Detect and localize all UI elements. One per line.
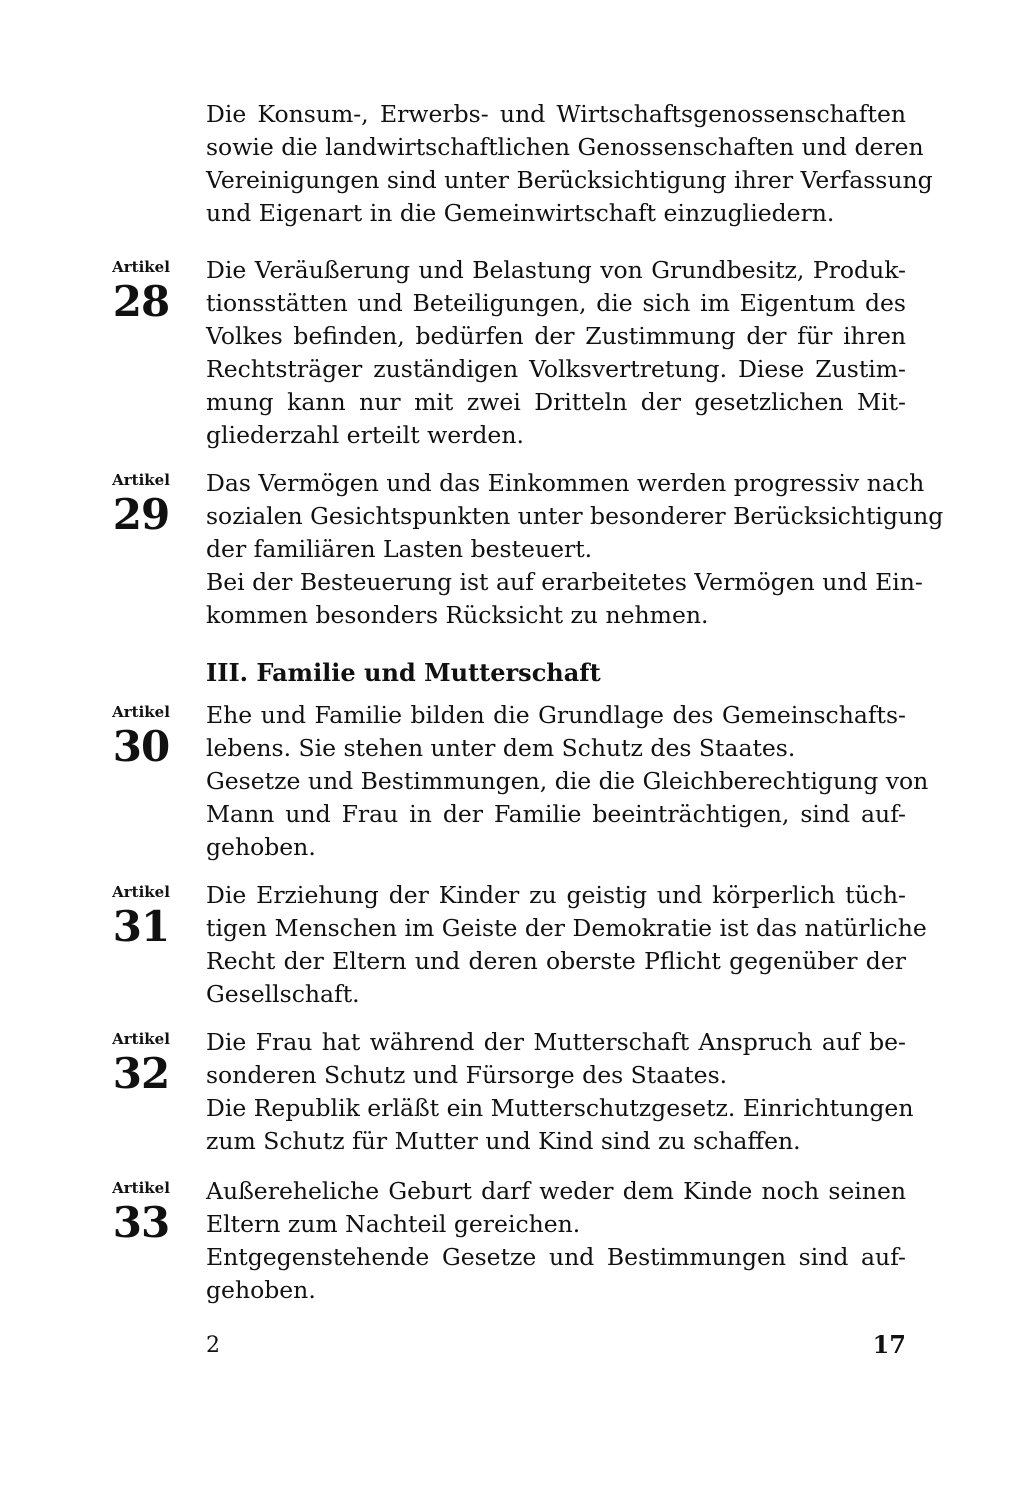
article-label: Artikel	[112, 1179, 170, 1197]
text-line: tigen Menschen im Geiste der Demokratie ist das natürliche	[206, 914, 927, 942]
article-body	[206, 254, 906, 452]
article-label: Artikel	[112, 703, 170, 721]
text-line: Vereinigungen sind unter Berücksichtigung ihrer Verfassung	[206, 166, 933, 194]
text-line: Recht der Eltern und deren oberste Pflicht gegenüber der	[206, 947, 906, 975]
intro-paragraph	[206, 98, 933, 230]
article-number: 32	[112, 1049, 170, 1098]
article-number: 29	[112, 490, 170, 539]
article-label: Artikel	[112, 258, 170, 276]
text-line: Die Veräußerung und Belastung von Grundbesitz, Produk-	[206, 256, 906, 284]
section-heading: III. Familie und Mutterschaft	[206, 658, 601, 687]
page-number: 17	[872, 1330, 906, 1359]
text-line: Das Vermögen und das Einkommen werden progressiv nach	[206, 469, 925, 497]
text-line: tionsstätten und Beteiligungen, die sich im Eigentum des	[206, 289, 906, 317]
text-line: Außereheliche Geburt darf weder dem Kinde noch seinen	[206, 1177, 906, 1205]
text-line: Gesetze und Bestimmungen, die die Gleichberechtigung von	[206, 767, 929, 795]
article-label: Artikel	[112, 883, 170, 901]
article-number: 33	[112, 1198, 170, 1247]
text-line: lebens. Sie stehen unter dem Schutz des Staates.	[206, 734, 796, 762]
text-line: gehoben.	[206, 1276, 316, 1304]
text-line: Eltern zum Nachteil gereichen.	[206, 1210, 581, 1238]
text-line: sowie die landwirtschaftlichen Genossenschaften und deren	[206, 133, 924, 161]
text-line: kommen besonders Rücksicht zu nehmen.	[206, 601, 709, 629]
article-body	[206, 1175, 906, 1307]
text-line: Die Frau hat während der Mutterschaft Anspruch auf be-	[206, 1028, 906, 1056]
article-number: 31	[112, 902, 170, 951]
text-line: Bei der Besteuerung ist auf erarbeitetes Vermögen und Ein-	[206, 568, 923, 596]
text-line: Volkes befinden, bedürfen der Zustimmung der für ihren	[206, 322, 906, 350]
article-body	[206, 879, 927, 1011]
article-number: 28	[112, 277, 170, 326]
text-line: Entgegenstehende Gesetze und Bestimmungen sind auf-	[206, 1243, 906, 1271]
text-line: sozialen Gesichtspunkten unter besonderer Berücksichtigung	[206, 502, 944, 530]
text-line: Ehe und Familie bilden die Grundlage des Gemeinschafts-	[206, 701, 906, 729]
article-body	[206, 699, 929, 864]
article-number: 30	[112, 722, 170, 771]
text-line: Rechtsträger zuständigen Volksvertretung. Diese Zustim-	[206, 355, 906, 383]
text-line: Gesellschaft.	[206, 980, 360, 1008]
text-line: Die Erziehung der Kinder zu geistig und körperlich tüch-	[206, 881, 906, 909]
article-body	[206, 467, 944, 632]
text-line: gliederzahl erteilt werden.	[206, 421, 524, 449]
text-line: Die Republik erläßt ein Mutterschutzgesetz. Einrichtungen	[206, 1094, 914, 1122]
text-line: mung kann nur mit zwei Dritteln der gesetzlichen Mit-	[206, 388, 906, 416]
text-line: gehoben.	[206, 833, 316, 861]
text-line: Die Konsum-, Erwerbs- und Wirtschaftsgenossenschaften	[206, 100, 906, 128]
signature-mark: 2	[206, 1333, 220, 1358]
text-line: zum Schutz für Mutter und Kind sind zu schaffen.	[206, 1127, 801, 1155]
text-line: und Eigenart in die Gemeinwirtschaft einzugliedern.	[206, 199, 835, 227]
text-line: Mann und Frau in der Familie beeinträchtigen, sind auf-	[206, 800, 906, 828]
text-line: der familiären Lasten besteuert.	[206, 535, 593, 563]
article-body	[206, 1026, 914, 1158]
text-line: sonderen Schutz und Fürsorge des Staates.	[206, 1061, 728, 1089]
article-label: Artikel	[112, 471, 170, 489]
article-label: Artikel	[112, 1030, 170, 1048]
